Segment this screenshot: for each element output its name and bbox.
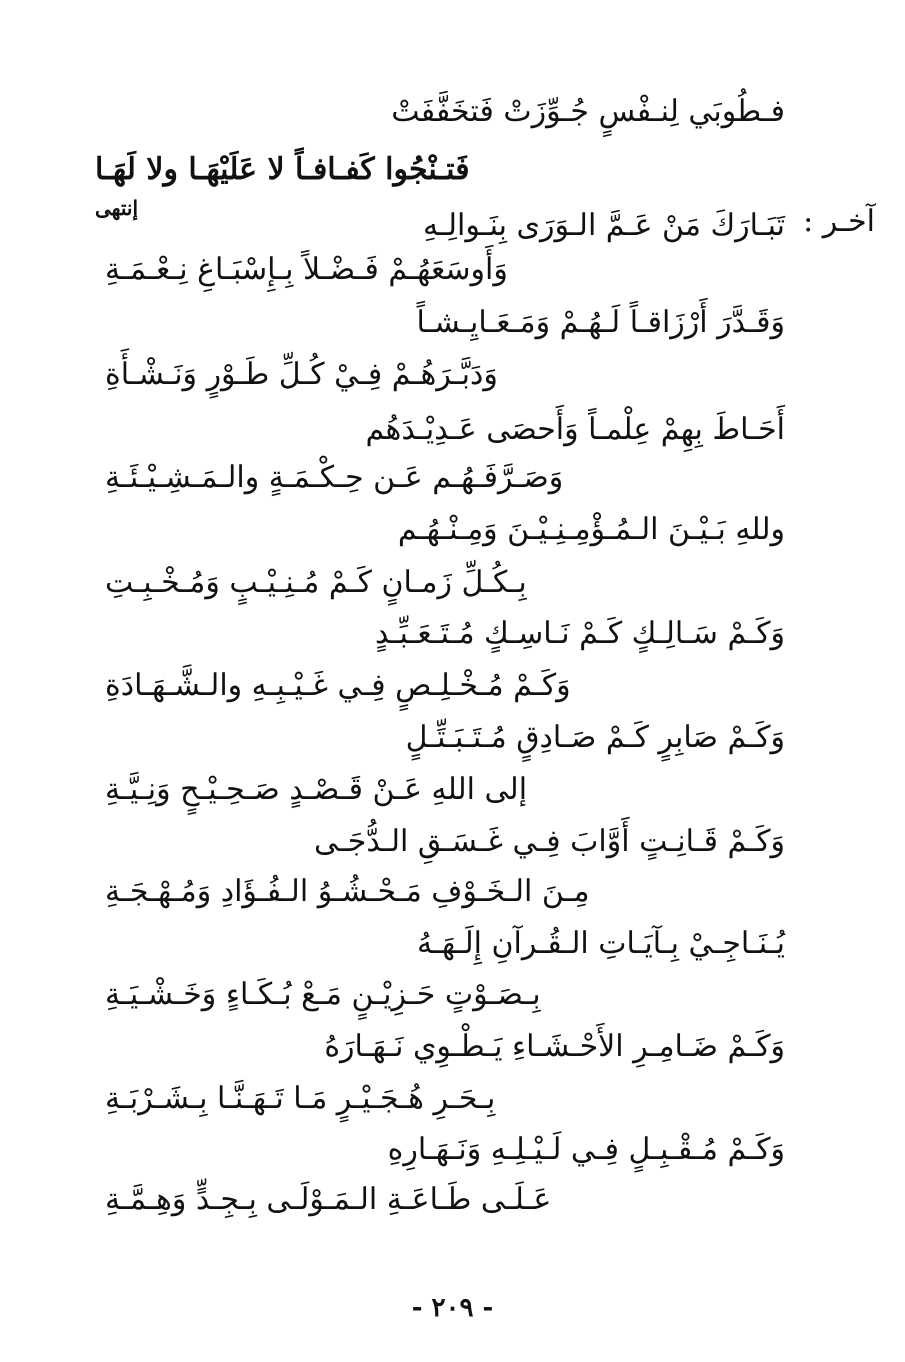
verse-line: مِـنَ الـخَـوْفِ مَـحْـشُـوُ الـفُـؤَادِ وَمُـهْـجَـةِ [105, 874, 590, 909]
verse-line: وَكَـمْ قَـانِـتٍ أَوَّابَ فِـي غَـسَـقِ الـدُّجَـى [313, 824, 785, 859]
verse-line: وَقَـدَّرَ أَرْزَاقـاً لَـهُـمْ وَمَـعَـايِـشـاً [416, 305, 785, 340]
verse-line: بِـكُـلِّ زَمـانٍ كَـمْ مُـنِـيْـبٍ وَمُـخْـبِـتِ [105, 565, 527, 600]
section-label: آخـر : [803, 204, 875, 239]
verse-line: بِـحَـرِ هُـجَـيْـرٍ مَـا تَـهَـنَّـا بِـشَـرْبَـةِ [105, 1081, 496, 1116]
verse-line: يُـنَـاجِـيْ بِـآيَـاتِ الـقُـرآنِ إِلَـهَـهُ [417, 926, 785, 961]
verse-line: تَبَـارَكَ مَنْ عَـمَّ الـوَرَى بِنَـوالِـهِ [422, 208, 785, 243]
verse-line: وَصَـرَّفَـهُـم عَـن حِـكْـمَـةٍ والـمَـشِـيْـئَـةِ [105, 460, 564, 495]
verse-line: وللهِ بَـيْـنَ الـمُـؤْمِـنِـيْـنَ وَمِـنْـهُـم [397, 512, 785, 547]
verse-line: وَدَبَّـرَهُـمْ فِـيْ كُـلِّ طَـوْرٍ وَنَـشْـأَةِ [105, 357, 498, 392]
verse-line: بِـصَـوْتٍ حَـزِيْـنٍ مَـعْ بُـكَـاءٍ وَخَـشْـيَـةِ [105, 977, 541, 1012]
end-marker: إنتهى [95, 196, 139, 220]
verse-line: فَتـنْجُوا كَفـافـاً لا عَلَيْهَـا ولا لَهَـا [95, 152, 470, 187]
verse-line: وَكَـمْ مُـخْـلِـصٍ فِـي غَـيْـبِـهِ والـشَّـهَـادَةِ [105, 668, 571, 703]
verse-line: عَـلَـى طَـاعَـةِ الـمَـوْلَـى بِـجِـدٍّ وَهِـمَّـةِ [105, 1182, 552, 1217]
verse-line: فـطُوبَي لِنـفْسٍ جُـوِّزَتْ فَتخَفَّفَتْ [391, 94, 785, 129]
verse-line: إلى اللهِ عَـنْ قَـصْـدٍ صَـحِـيْـحٍ وَنِـيَّـةِ [105, 772, 528, 807]
page-number: - ٢٠٩ - [411, 1293, 494, 1323]
verse-line: وَكَـمْ مُـقْـبِـلٍ فِـي لَـيْـلِـهِ وَنَـهَـارِهِ [387, 1132, 785, 1167]
verse-line: وَأَوسَعَهُـمْ فَـضْـلاً بِـإِسْبَـاغِ نِـعْـمَـةِ [105, 252, 508, 287]
verse-line: وَكَـمْ ضَـامِـرِ الأَحْـشَـاءِ يَـطْـوِي نَـهَـارَهُ [324, 1029, 785, 1064]
verse-line: وَكَـمْ صَابِرٍ كَـمْ صَـادِقٍ مُـتَـبَـتِّـلٍ [405, 720, 785, 755]
verse-line: أَحَـاطَ بِهِمْ عِلْمـاً وَأَحصَى عَـدِيْـدَهُم [365, 412, 785, 447]
verse-line: وَكَـمْ سَـالِـكٍ كَـمْ نَـاسِـكٍ مُـتَـعَـبِّـدٍ [374, 616, 785, 651]
